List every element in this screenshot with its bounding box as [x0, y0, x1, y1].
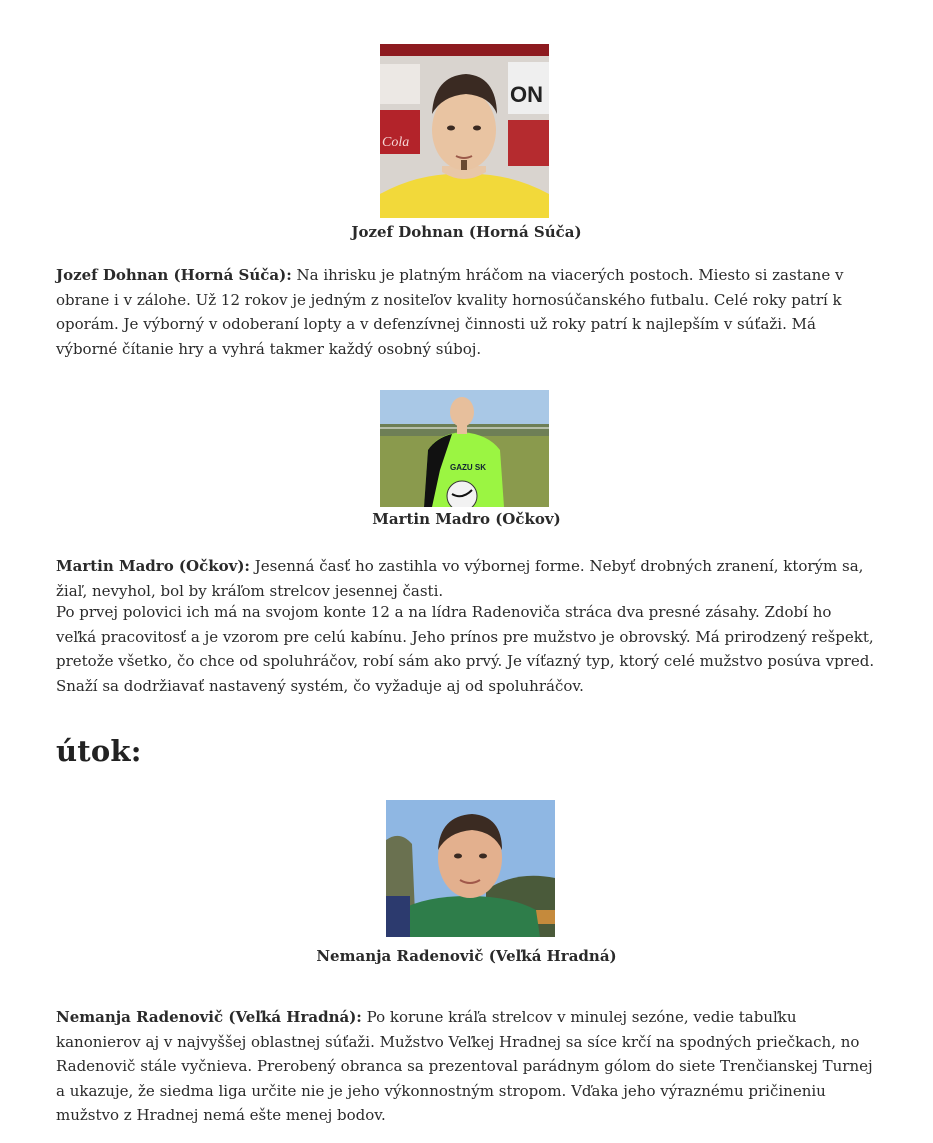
player-photo-green-jersey-icon [380, 390, 549, 507]
player-bio [56, 1005, 876, 1128]
photo-caption: Martin Madro (Očkov) [372, 510, 561, 528]
player-bio-text: Jesenná časť ho zastihla vo výbornej forme. Nebyť drobných zranení, ktorým sa, žiaľ, nevyhol, bol by kráľom strelcov jesennej časti. [56, 557, 864, 600]
player-photo-madro [380, 390, 549, 507]
section-heading: útok: [56, 734, 142, 768]
player-photo-outdoor-icon [386, 800, 555, 937]
svg-text:GAZU SK: GAZU SK [450, 463, 486, 472]
player-bio-text: Na ihrisku je platným hráčom na viacerých postoch. Miesto si zastane v obrane i v zálohe. Už 12 rokov je jedným z nositeľov kvality hornosúčanského futbalu. Celé roky patrí k oporám. Je výborný v odoberaní lopty a v defenzívnej činnosti už roky patrí k najlepším v súťaži. Má výborné čítanie hry a vyhrá takmer každý osobný súboj. [56, 266, 844, 358]
player-bio-name: Nemanja Radenovič (Veľká Hradná): [56, 1008, 362, 1026]
player-bio-text: Po korune kráľa strelcov v minulej sezóne, vedie tabuľku kanonierov aj v najvyššej oblastnej súťaži. Mužstvo Veľkej Hradnej sa síce krčí na spodných priečkach, no Radenovič stále vyčnieva. Prerobený obranca sa prezentoval parádnym gólom do siete Trenčianskej Turnej a ukazuje, že siedma liga určite nie je jeho výkonnostným stropom. Vďaka jeho výraznému pričineniu mužstvo z Hradnej nemá ešte menej bodov. [56, 1008, 873, 1124]
player-bio-name: Martin Madro (Očkov): [56, 557, 250, 575]
photo-caption: Jozef Dohnan (Horná Súča) [351, 223, 582, 241]
photo-caption: Nemanja Radenovič (Veľká Hradná) [316, 947, 617, 965]
player-bio [56, 554, 876, 603]
player-photo-dohnan [380, 44, 549, 218]
svg-text:ON: ON [510, 82, 543, 107]
player-photo-yellow-shirt-icon [380, 44, 549, 218]
player-photo-radenovic [386, 800, 555, 937]
player-bio-name: Jozef Dohnan (Horná Súča): [56, 266, 292, 284]
svg-text:Cola: Cola [382, 135, 410, 150]
player-bio [56, 263, 876, 361]
player-bio-continued: Po prvej polovici ich má na svojom konte 12 a na lídra Radenoviča stráca dva presné zásahy. Zdobí ho veľká pracovitosť a je vzorom pre celú kabínu. Jeho prínos pre mužstvo je obrovský. Má prirodzený rešpekt, pretože všetko, čo chce od spoluhráčov, robí sám ako prvý. Je víťazný typ, ktorý celé mužstvo posúva vpred. Snaží sa dodržiavať nastavený systém, čo vyžaduje aj od spoluhráčov. [56, 603, 875, 695]
